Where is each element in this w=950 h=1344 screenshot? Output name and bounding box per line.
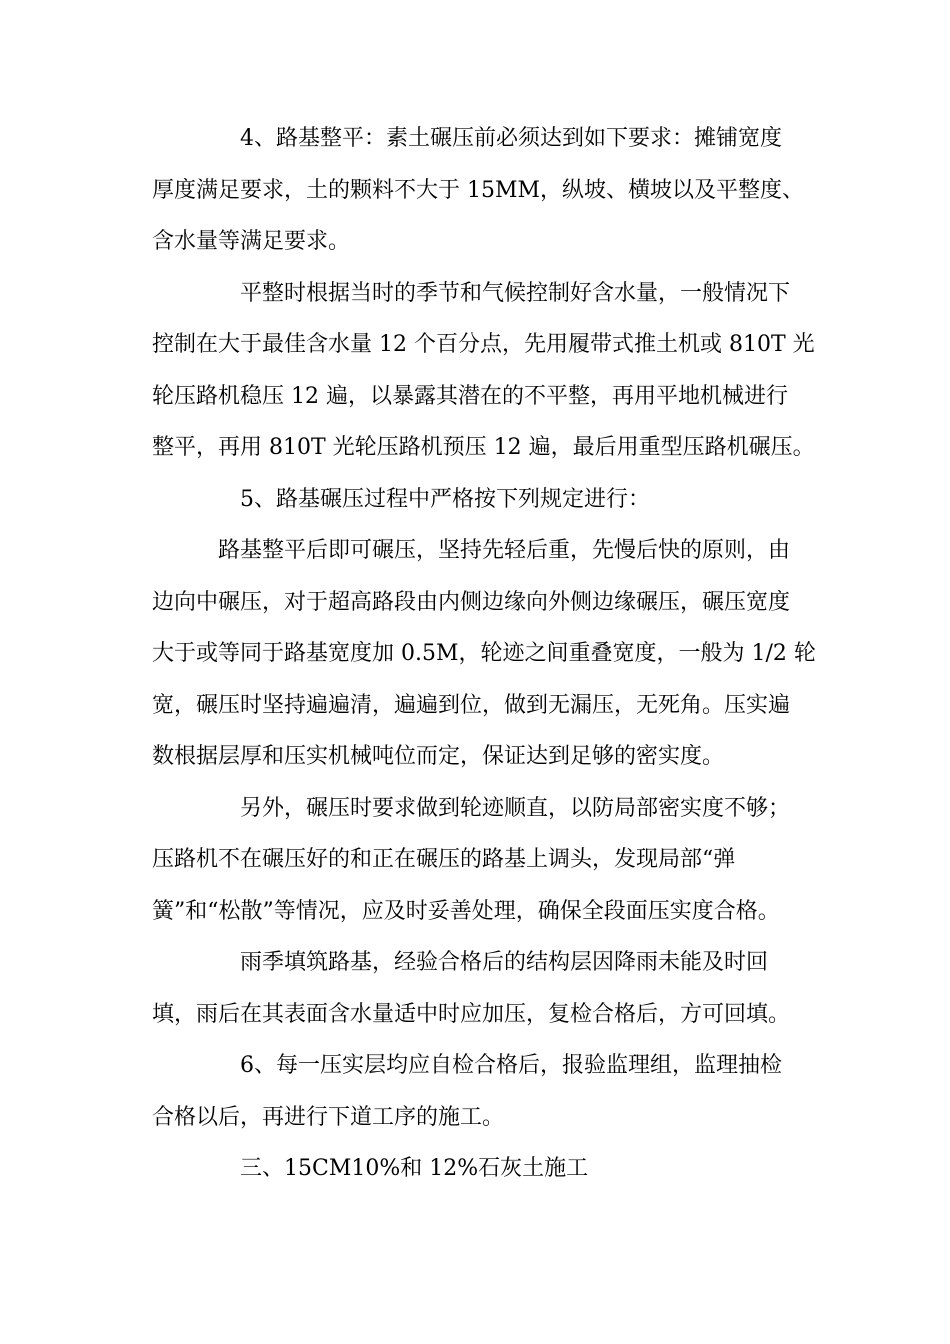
paragraph-compaction-rules-heading — [152, 474, 800, 526]
text-line: 填，雨后在其表面含水量适中时应加压，复检合格后，方可回填。 — [152, 1001, 791, 1027]
document-body — [152, 113, 816, 1195]
text-line: 数根据层厚和压实机械吨位而定，保证达到足够的密实度。 — [152, 744, 725, 769]
text-line: 控制在大于最佳含水量 12 个百分点，先用履带式推土机或 810T 光 — [152, 332, 815, 357]
text-line: 4、路基整平：素土碾压前必须达到如下要求：摊铺宽度 — [240, 126, 782, 151]
text-line: 三、15CM10%和 12%石灰土施工 — [240, 1156, 589, 1181]
text-line: 6、每一压实层均应自检合格后，报验监理组，监理抽检 — [240, 1053, 782, 1078]
paragraph-subgrade-leveling — [152, 113, 805, 268]
text-line: 含水量等满足要求。 — [152, 229, 351, 254]
text-line: 整平，再用 810T 光轮压路机预压 12 遍，最后用重型压路机碾压。 — [152, 435, 815, 460]
text-line: 平整时根据当时的季节和气候控制好含水量，一般情况下 — [240, 280, 791, 306]
text-line: 厚度满足要求，土的颗料不大于 15MM，纵坡、横坡以及平整度、 — [152, 177, 805, 203]
paragraph-compaction-procedure — [152, 525, 816, 783]
paragraph-rainy-season — [152, 937, 800, 1040]
paragraph-inspection — [152, 1040, 800, 1143]
text-line: 宽，碾压时坚持遍遍清，遍遍到位，做到无漏压，无死角。压实遍 — [152, 692, 791, 718]
text-line: 合格以后，再进行下道工序的施工。 — [152, 1104, 505, 1130]
text-line: 雨季填筑路基，经验合格后的结构层因降雨未能及时回 — [240, 950, 769, 975]
paragraph-leveling-method — [152, 268, 815, 474]
text-line: 簧”和“松散”等情况，应及时妥善处理，确保全段面压实度合格。 — [152, 898, 780, 924]
text-line: 边向中碾压，对于超高路段由内侧边缘向外侧边缘碾压，碾压宽度 — [152, 589, 791, 615]
text-line: 压路机不在碾压好的和正在碾压的路基上调头，发现局部“弹 — [152, 847, 736, 872]
section-heading-lime-soil — [152, 1143, 800, 1195]
text-line: 另外，碾压时要求做到轮迹顺直，以防局部密实度不够； — [240, 795, 791, 821]
text-line: 5、路基碾压过程中严格按下列规定进行： — [240, 486, 650, 512]
text-line: 轮压路机稳压 12 遍，以暴露其潜在的不平整，再用平地机械进行 — [152, 383, 788, 409]
paragraph-compaction-notes — [152, 783, 800, 938]
text-line: 路基整平后即可碾压，坚持先轻后重，先慢后快的原则，由 — [218, 538, 791, 563]
text-line: 大于或等同于路基宽度加 0.5M，轮迹之间重叠宽度，一般为 1/2 轮 — [152, 641, 816, 666]
